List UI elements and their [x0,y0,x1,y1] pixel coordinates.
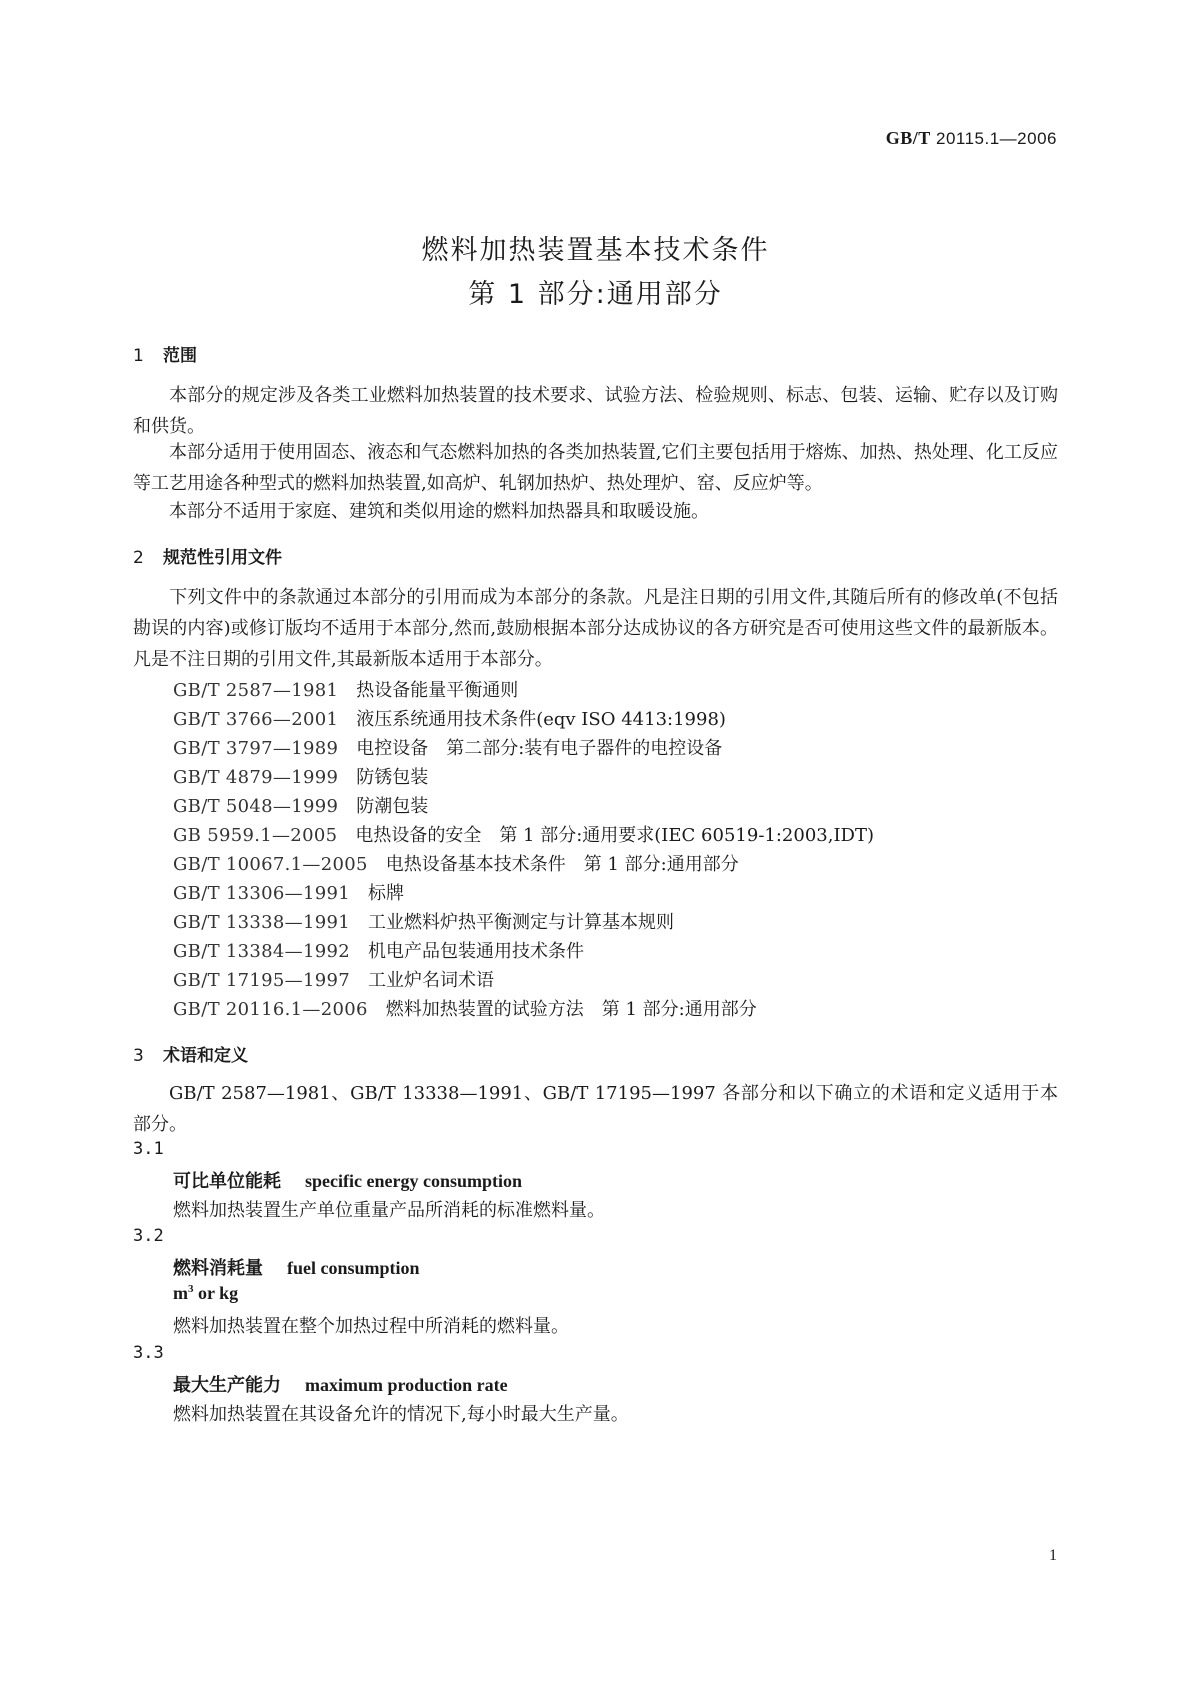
term-definition: 燃料加热装置在其设备允许的情况下,每小时最大生产量。 [173,1404,629,1425]
document-subtitle: 第 1 部分:通用部分 [468,279,723,310]
reference-item: GB/T 10067.1—2005 电热设备基本技术条件 第 1 部分:通用部分 [173,854,739,875]
term-definition: 燃料加热装置在整个加热过程中所消耗的燃料量。 [173,1316,569,1337]
reference-item: GB 5959.1—2005 电热设备的安全 第 1 部分:通用要求(IEC 60519-1:2003,IDT) [173,825,875,846]
section-title: 术语和定义 [163,1046,248,1066]
subsection-number: 3.2 [133,1226,164,1246]
section-number: 1 [133,346,144,366]
paragraph: 本部分不适用于家庭、建筑和类似用途的燃料加热器具和取暖设施。 [169,501,709,522]
document-title: 燃料加热装置基本技术条件 [421,235,770,266]
term-heading: 最大生产能力 maximum production rate [173,1375,508,1396]
section-1-heading [133,341,197,366]
paragraph: GB/T 2587—1981、GB/T 13338—1991、GB/T 17195—1997 各部分和以下确立的术语和定义适用于本部分。 [133,1083,1058,1135]
reference-item: GB/T 17195—1997 工业炉名词术语 [173,970,494,991]
term-heading: 燃料消耗量 fuel consumption [173,1258,420,1279]
section-number: 3 [133,1046,144,1066]
term-definition: 燃料加热装置生产单位重量产品所消耗的标准燃料量。 [173,1200,605,1221]
reference-item: GB/T 3797—1989 电控设备 第二部分:装有电子器件的电控设备 [173,738,723,759]
standard-prefix: GB/T [885,128,931,148]
section-3-heading [133,1041,248,1066]
paragraph: 本部分适用于使用固态、液态和气态燃料加热的各类加热装置,它们主要包括用于熔炼、加热、热处理、化工反应等工艺用途各种型式的燃料加热装置,如高炉、轧钢加热炉、热处理炉、窑、反应炉等。 [133,442,1058,494]
reference-item: GB/T 4879—1999 防锈包装 [173,767,429,788]
reference-item: GB/T 20116.1—2006 燃料加热装置的试验方法 第 1 部分:通用部分 [173,999,757,1020]
section-title: 规范性引用文件 [163,548,282,568]
reference-item: GB/T 13384—1992 机电产品包装通用技术条件 [173,941,584,962]
reference-item: GB/T 13306—1991 标牌 [173,883,404,904]
term-unit: $m^3$ or kg [173,1283,239,1303]
reference-item: GB/T 13338—1991 工业燃料炉热平衡测定与计算基本规则 [173,912,674,933]
section-2-heading [133,543,282,568]
reference-item: GB/T 2587—1981 热设备能量平衡通则 [173,680,519,701]
paragraph: 本部分的规定涉及各类工业燃料加热装置的技术要求、试验方法、检验规则、标志、包装、运输、贮存以及订购和供货。 [133,385,1058,437]
section-title: 范围 [163,346,197,366]
paragraph: 下列文件中的条款通过本部分的引用而成为本部分的条款。凡是注日期的引用文件,其随后所有的修改单(不包括勘误的内容)或修订版均不适用于本部分,然而,鼓励根据本部分达成协议的各方研究是否可使用这些文件的最新版本。凡是不注日期的引用文件,其最新版本适用于本部分。 [133,587,1058,670]
subsection-number: 3.1 [133,1139,164,1159]
standard-number: 20115.1—2006 [935,129,1057,148]
section-number: 2 [133,548,144,568]
page-number: 1 [1049,1547,1057,1564]
standard-code [886,128,1057,149]
term-heading: 可比单位能耗 specific energy consumption [173,1171,522,1192]
subsection-number: 3.3 [133,1343,164,1363]
reference-item: GB/T 5048—1999 防潮包装 [173,796,429,817]
reference-item: GB/T 3766—2001 液压系统通用技术条件(eqv ISO 4413:1998) [173,709,726,730]
